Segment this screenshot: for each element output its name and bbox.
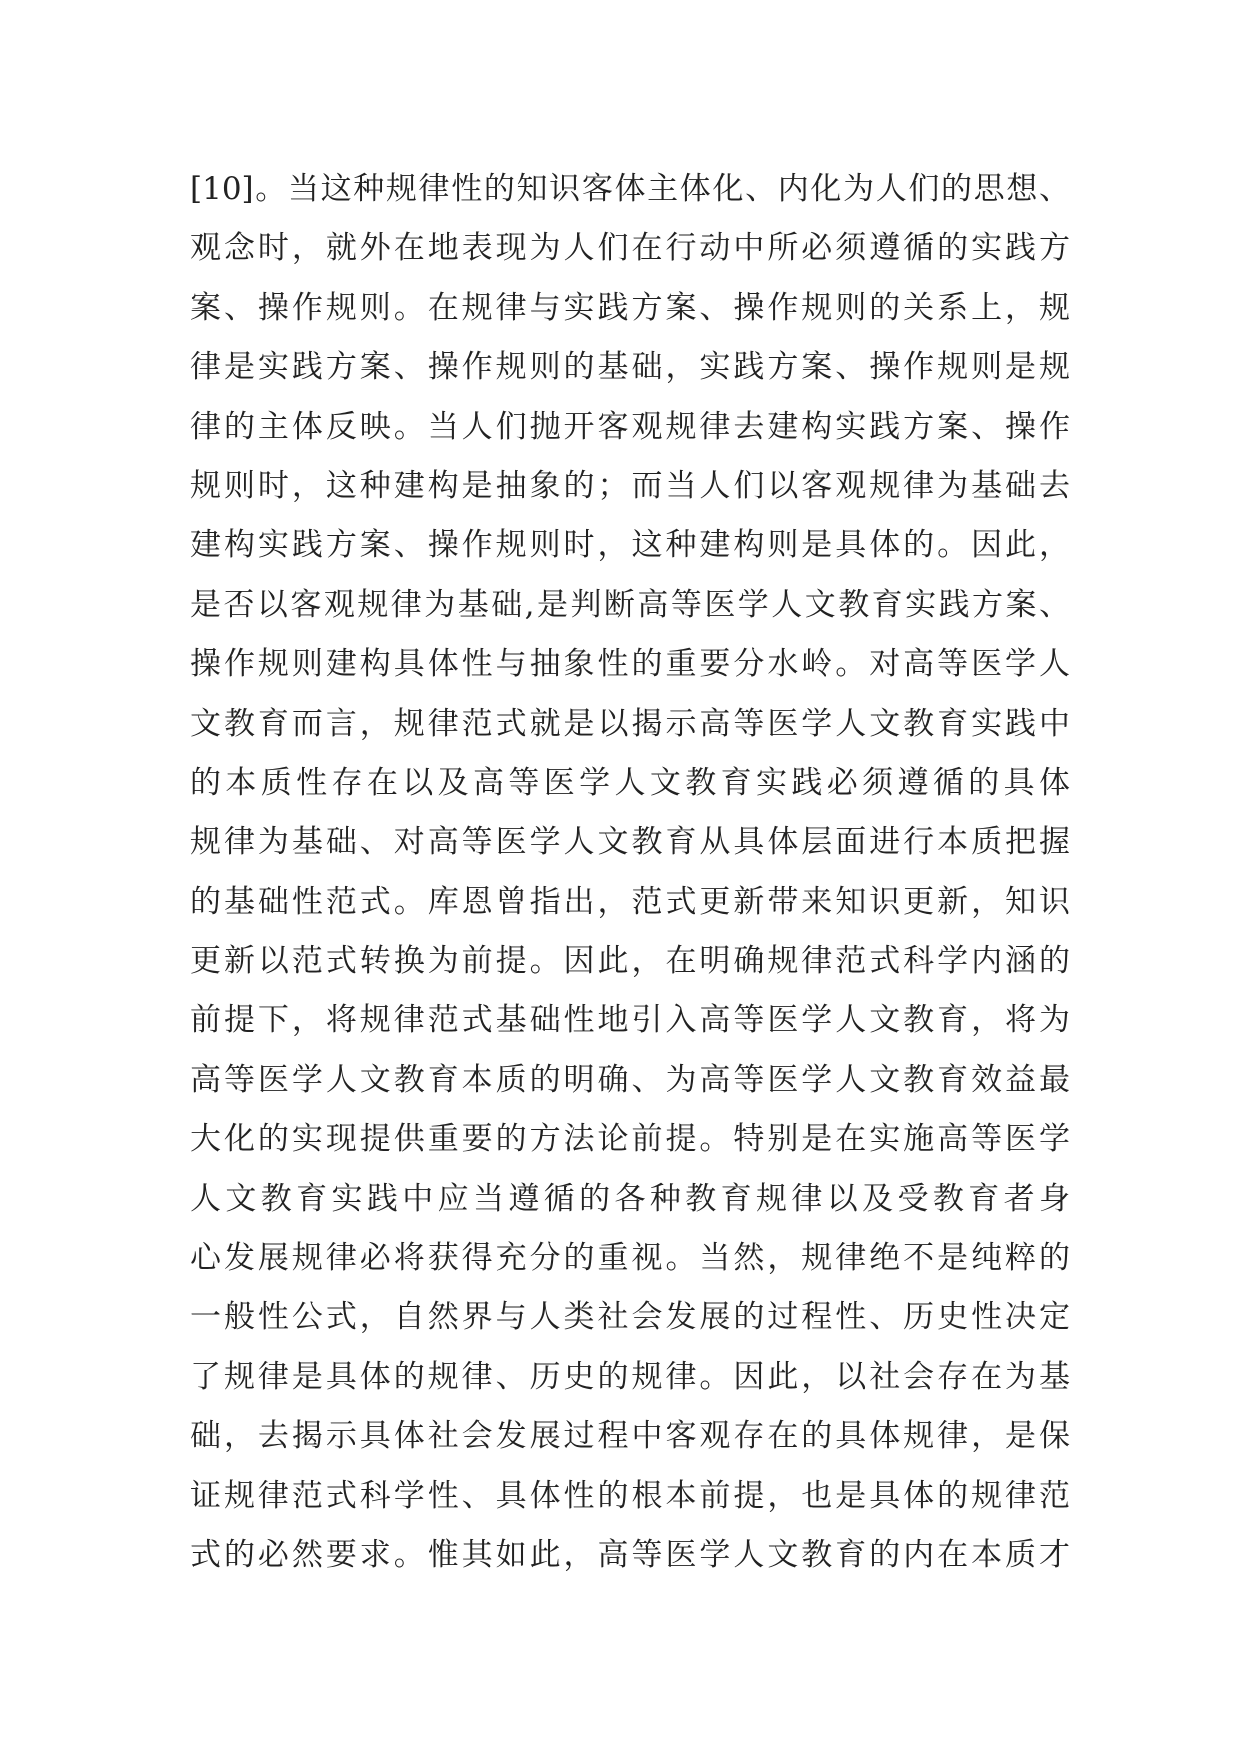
- text-line: 案、操作规则。在规律与实践方案、操作规则的关系上，规: [190, 289, 1070, 326]
- text-line: 文教育而言，规律范式就是以揭示高等医学人文教育实践中: [190, 705, 1070, 742]
- text-line: 的本质性存在以及高等医学人文教育实践必须遵循的具体: [190, 764, 1070, 801]
- text-line: 观念时，就外在地表现为人们在行动中所必须遵循的实践方: [190, 230, 1070, 267]
- text-line: 了规律是具体的规律、历史的规律。因此，以社会存在为基: [190, 1358, 1070, 1395]
- text-line: 大化的实现提供重要的方法论前提。特别是在实施高等医学: [190, 1121, 1070, 1158]
- text-line: 律的主体反映。当人们抛开客观规律去建构实践方案、操作: [190, 408, 1070, 445]
- text-line: 的基础性范式。库恩曾指出，范式更新带来知识更新，知识: [190, 883, 1070, 920]
- text-line: 一般性公式，自然界与人类社会发展的过程性、历史性决定: [190, 1299, 1070, 1336]
- text-line: 人文教育实践中应当遵循的各种教育规律以及受教育者身: [190, 1180, 1070, 1217]
- text-line: 建构实践方案、操作规则时，这种建构则是具体的。因此，: [190, 527, 1070, 564]
- text-line: 是否以客观规律为基础,是判断高等医学人文教育实践方案、: [190, 586, 1070, 623]
- text-line: 规则时，这种建构是抽象的；而当人们以客观规律为基础去: [190, 467, 1070, 504]
- text-line: 规律为基础、对高等医学人文教育从具体层面进行本质把握: [190, 824, 1070, 861]
- text-line: 前提下，将规律范式基础性地引入高等医学人文教育，将为: [190, 1002, 1070, 1039]
- text-line: 式的必然要求。惟其如此，高等医学人文教育的内在本质才: [190, 1536, 1070, 1573]
- body-text: [190, 160, 1070, 1585]
- text-line: 律是实践方案、操作规则的基础，实践方案、操作规则是规: [190, 349, 1070, 386]
- text-line: 更新以范式转换为前提。因此，在明确规律范式科学内涵的: [190, 943, 1070, 980]
- text-line: 证规律范式科学性、具体性的根本前提，也是具体的规律范: [190, 1477, 1070, 1514]
- text-line: 高等医学人文教育本质的明确、为高等医学人文教育效益最: [190, 1061, 1070, 1098]
- text-line: 心发展规律必将获得充分的重视。当然，规律绝不是纯粹的: [190, 1240, 1070, 1277]
- text-line: 础，去揭示具体社会发展过程中客观存在的具体规律，是保: [190, 1418, 1070, 1455]
- text-line: 操作规则建构具体性与抽象性的重要分水岭。对高等医学人: [190, 646, 1070, 683]
- text-line: [10]。当这种规律性的知识客体主体化、内化为人们的思想、: [190, 171, 1070, 207]
